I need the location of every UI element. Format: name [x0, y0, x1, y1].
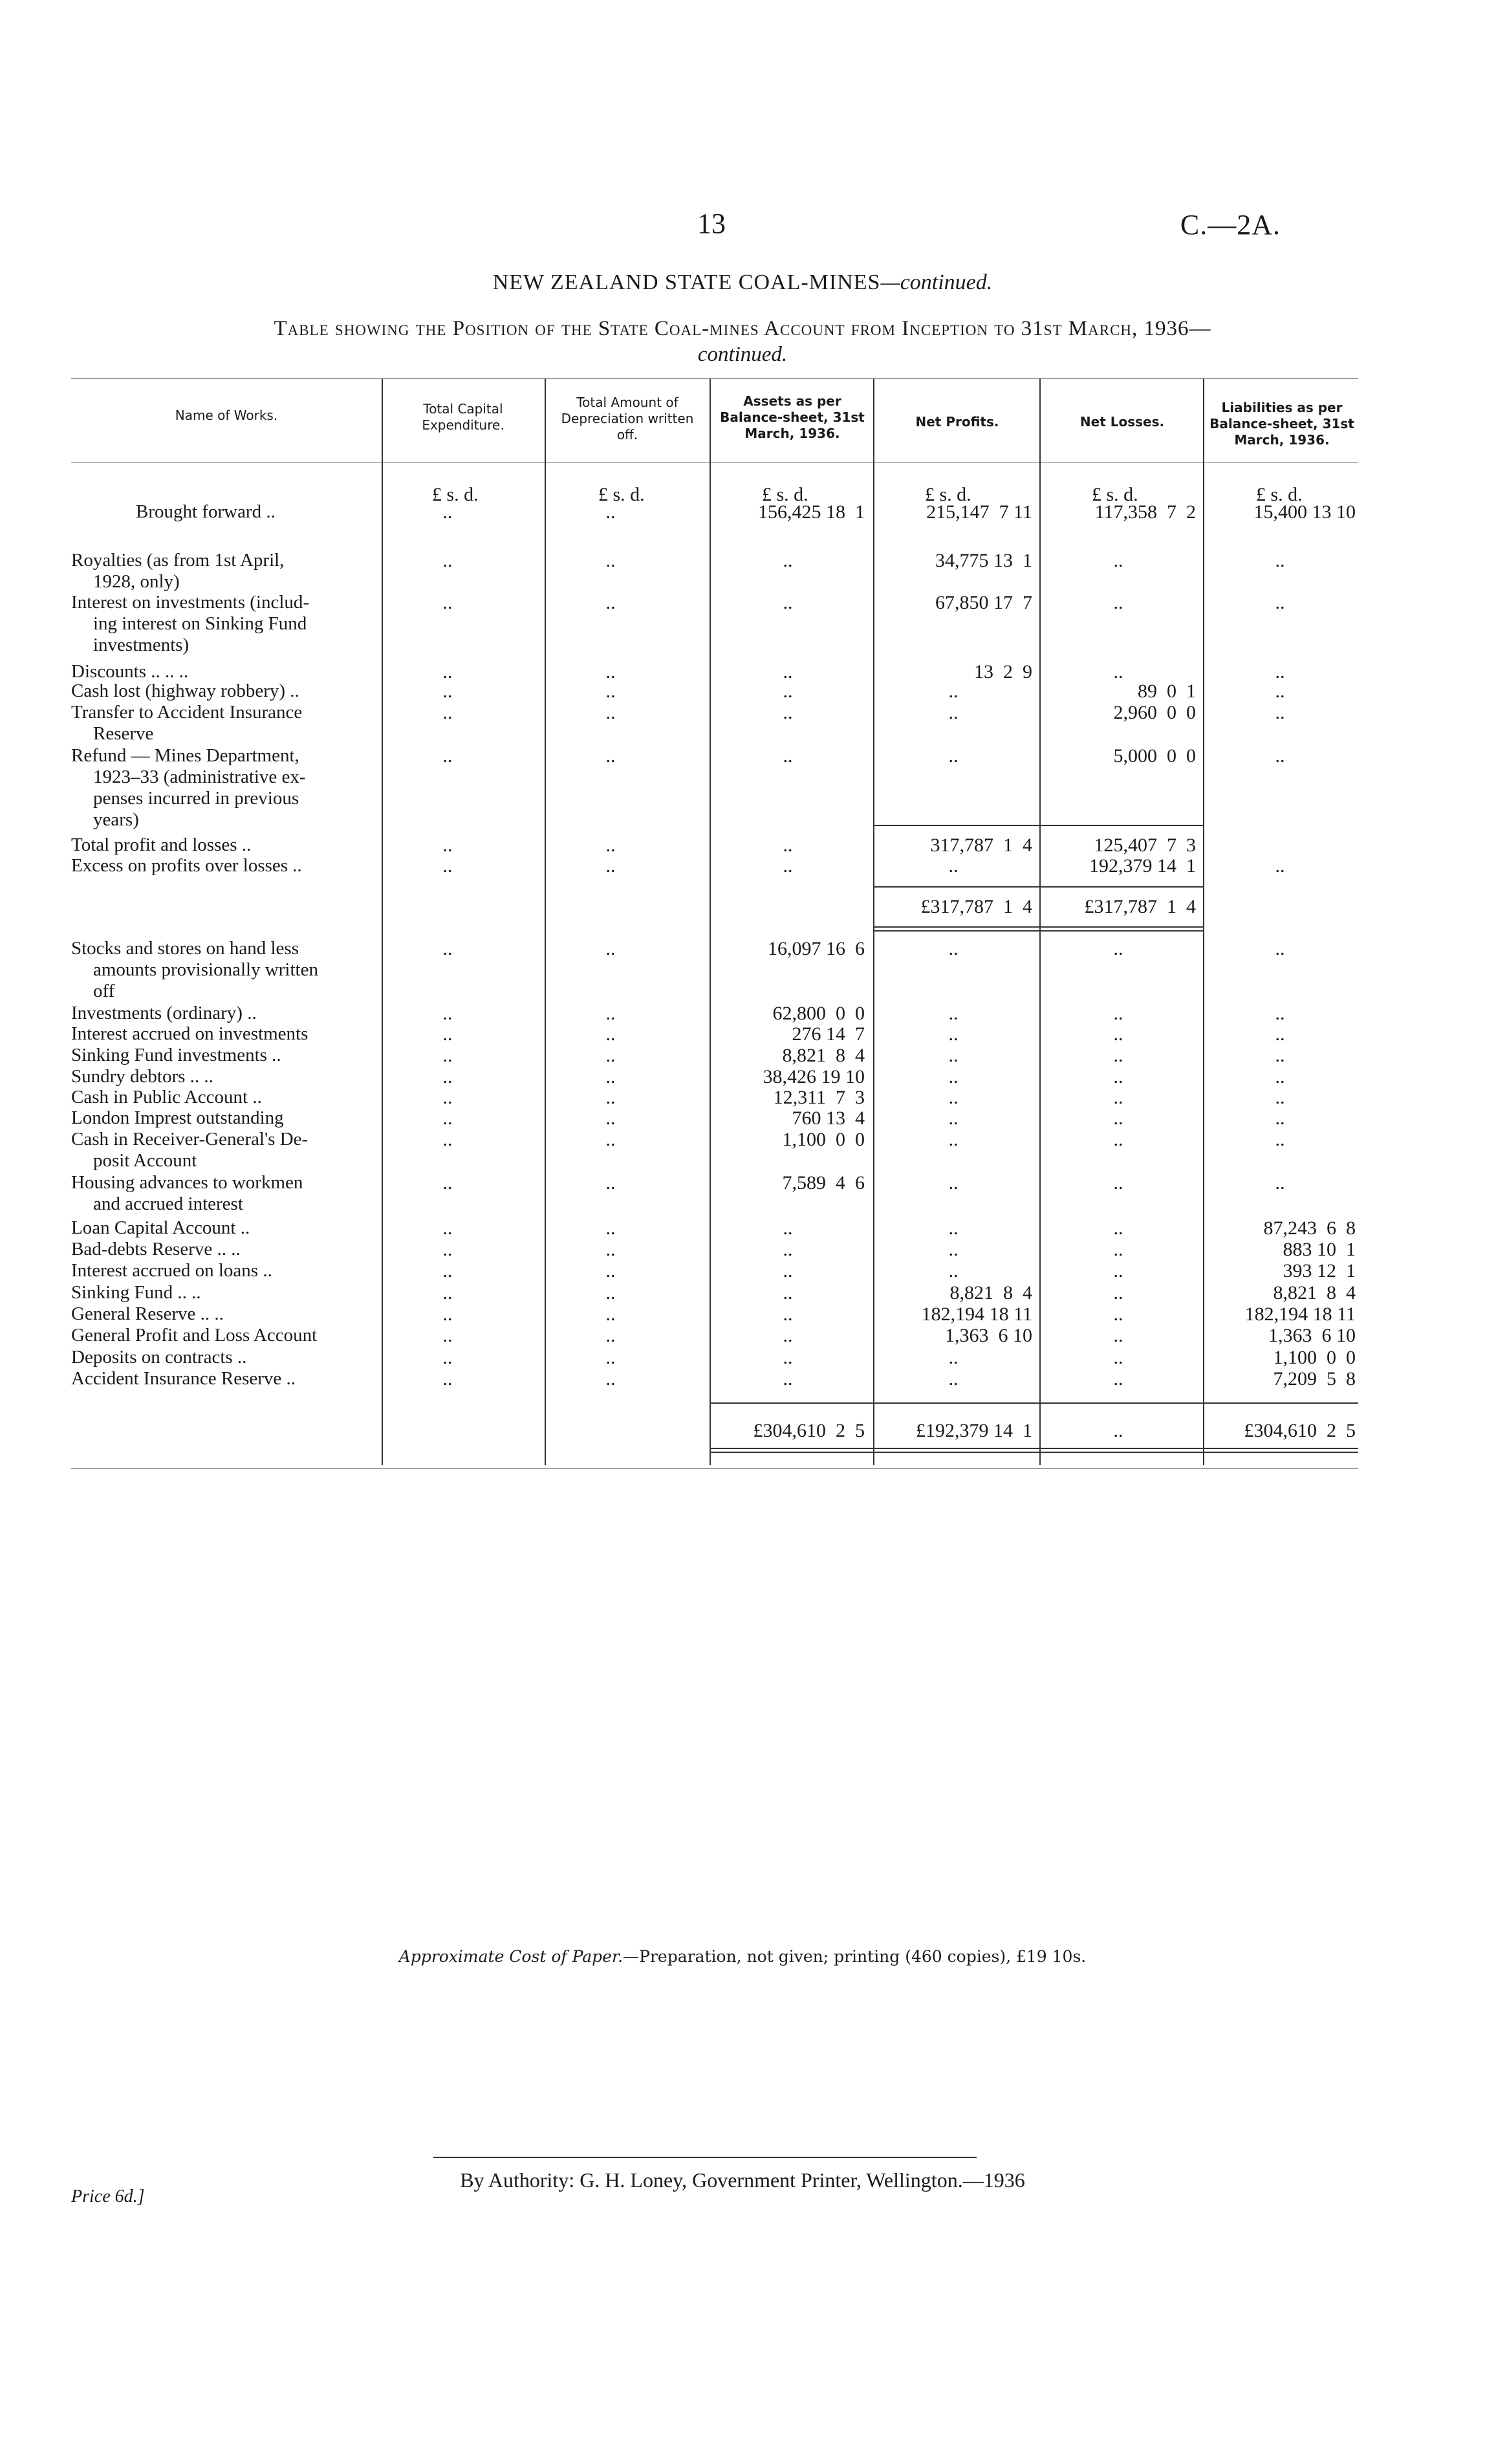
cell-losses: ..	[1113, 1260, 1123, 1281]
cell-cap: ..	[442, 1282, 453, 1303]
row-label-line: and accrued interest	[93, 1194, 243, 1214]
cell-assets: 1,100 0 0	[782, 1129, 865, 1150]
cell-liab: ..	[1275, 661, 1285, 682]
cell-liab: ..	[1275, 1172, 1285, 1194]
row-label-line: 1928, only)	[93, 571, 180, 592]
cell-losses: 5,000 0 0	[1113, 745, 1196, 767]
row-label	[71, 1239, 369, 1260]
cell-assets: ..	[783, 834, 793, 856]
row-label-line: Cash in Public Account ..	[71, 1087, 262, 1107]
row-label-line: amounts provisionally written	[93, 959, 318, 980]
row-label-line: Sundry debtors .. ..	[71, 1066, 213, 1087]
cell-cap: ..	[442, 1045, 453, 1066]
row-label-line: Investments (ordinary) ..	[71, 1003, 257, 1023]
cell-assets: ..	[783, 661, 793, 682]
cell-losses: 192,379 14 1	[1089, 855, 1196, 877]
row-label	[71, 1217, 369, 1239]
authority-rule	[433, 2157, 977, 2158]
cell-cap: ..	[442, 681, 453, 702]
cell-losses: ..	[1113, 550, 1123, 571]
row-label-line: Cash in Receiver-General's De-	[71, 1129, 309, 1150]
row-label	[71, 938, 369, 1002]
cell-cap: ..	[442, 661, 453, 682]
table-subtitle: Table showing the Position of the State Coal-mines Account from Inception to 31st March, 1936—	[274, 317, 1211, 340]
cell-dep: ..	[605, 1347, 616, 1368]
cell-cap: ..	[442, 1347, 453, 1368]
cell-profits: £192,379 14 1	[916, 1420, 1032, 1441]
cell-profits: ..	[948, 681, 959, 702]
cell-assets: ..	[783, 1347, 793, 1368]
cell-dep: ..	[605, 501, 616, 523]
row-label-line: off	[93, 981, 115, 1001]
cell-losses: 2,960 0 0	[1113, 702, 1196, 723]
cell-dep: ..	[605, 1003, 616, 1024]
unit-label-capital: £ s. d.	[432, 484, 479, 505]
balance-double-rule-1	[873, 926, 1203, 928]
cell-losses: ..	[1113, 1282, 1123, 1303]
cell-liab: ..	[1275, 938, 1285, 959]
cell-cap: ..	[442, 1066, 453, 1087]
cell-profits: 1,363 6 10	[945, 1325, 1032, 1346]
cell-profits: ..	[948, 1023, 959, 1045]
cell-profits: 8,821 8 4	[949, 1282, 1032, 1303]
row-label-line: Brought forward ..	[136, 501, 276, 522]
cell-profits: 13 2 9	[974, 661, 1032, 682]
cell-liab: ..	[1275, 592, 1285, 613]
cell-liab: 883 10 1	[1283, 1239, 1356, 1260]
cell-profits: ..	[948, 855, 959, 877]
row-label-line: years)	[93, 809, 139, 830]
cell-losses: ..	[1113, 1347, 1123, 1368]
row-label-line: posit Account	[93, 1150, 197, 1171]
cell-cap: ..	[442, 1003, 453, 1024]
cell-dep: ..	[605, 938, 616, 959]
cell-profits: 182,194 18 11	[921, 1303, 1032, 1325]
cell-dep: ..	[605, 592, 616, 613]
cell-profits: 317,787 1 4	[930, 834, 1032, 856]
cell-cap: ..	[442, 938, 453, 959]
row-label	[71, 1172, 369, 1215]
cell-profits: £317,787 1 4	[920, 896, 1032, 917]
row-label-line: Sinking Fund .. ..	[71, 1282, 201, 1303]
row-label-line: Cash lost (highway robbery) ..	[71, 681, 299, 701]
document-code: C.—2A.	[1180, 209, 1281, 241]
cell-profits: ..	[948, 745, 959, 767]
header-net-losses: Net Losses.	[1079, 414, 1165, 430]
cell-profits: 215,147 7 11	[926, 501, 1032, 523]
cell-dep: ..	[605, 550, 616, 571]
cell-assets: 276 14 7	[792, 1023, 865, 1045]
row-label-line: Interest on investments (includ-	[71, 592, 310, 613]
cell-losses: ..	[1113, 1129, 1123, 1150]
cell-liab: 393 12 1	[1283, 1260, 1356, 1281]
row-label-line: General Profit and Loss Account	[71, 1325, 318, 1346]
row-label-line: Stocks and stores on hand less	[71, 938, 299, 959]
row-label	[71, 1003, 369, 1024]
cell-profits: ..	[948, 1260, 959, 1281]
cell-cap: ..	[442, 1217, 453, 1239]
cost-label: Approximate Cost of Paper.	[398, 1947, 623, 1966]
row-label-line: Bad-debts Reserve .. ..	[71, 1239, 241, 1259]
cell-losses: ..	[1113, 1217, 1123, 1239]
cell-liab: ..	[1275, 855, 1285, 877]
cell-dep: ..	[605, 855, 616, 877]
row-label	[71, 1023, 369, 1045]
row-label	[71, 855, 369, 877]
row-label-line: Transfer to Accident Insurance	[71, 702, 303, 723]
row-label	[71, 681, 369, 702]
cell-profits: ..	[948, 1129, 959, 1150]
cell-cap: ..	[442, 1087, 453, 1108]
cell-dep: ..	[605, 702, 616, 723]
row-label	[71, 1087, 369, 1108]
unit-label-depreciation: £ s. d.	[598, 484, 645, 505]
cell-dep: ..	[605, 745, 616, 767]
unit-label-assets: £ s. d.	[762, 484, 808, 505]
cost-footnote	[0, 1947, 1485, 1966]
row-label	[71, 661, 369, 682]
cell-losses: £317,787 1 4	[1084, 896, 1196, 917]
cell-losses: ..	[1113, 1368, 1123, 1390]
page-number: 13	[697, 208, 726, 239]
row-label	[71, 1129, 369, 1172]
cell-assets: 16,097 16 6	[768, 938, 865, 959]
cell-assets: ..	[783, 702, 793, 723]
table-top-rule	[71, 378, 1358, 379]
title-text: NEW ZEALAND STATE COAL-MINES	[492, 270, 881, 294]
cell-dep: ..	[605, 681, 616, 702]
cell-cap: ..	[442, 592, 453, 613]
row-label-line: penses incurred in previous	[93, 788, 299, 809]
cell-assets: 38,426 19 10	[763, 1066, 865, 1087]
row-label-line: Loan Capital Account ..	[71, 1217, 250, 1238]
cell-liab: ..	[1275, 1107, 1285, 1129]
cell-liab: 87,243 6 8	[1263, 1217, 1356, 1239]
row-label	[71, 1282, 369, 1303]
cell-cap: ..	[442, 1303, 453, 1325]
cell-liab: ..	[1275, 681, 1285, 702]
row-label-line: Deposits on contracts ..	[71, 1347, 247, 1368]
cell-profits: 34,775 13 1	[935, 550, 1032, 571]
unit-label-liabilities: £ s. d.	[1256, 484, 1303, 505]
cell-assets: 62,800 0 0	[772, 1003, 865, 1024]
cell-liab: ..	[1275, 1087, 1285, 1108]
balance-double-rule-2	[873, 930, 1203, 932]
cell-cap: ..	[442, 1325, 453, 1346]
cell-losses: ..	[1113, 1303, 1123, 1325]
row-label-line: Interest accrued on loans ..	[71, 1260, 272, 1281]
cell-liab: 182,194 18 11	[1244, 1303, 1356, 1325]
header-assets: Assets as per Balance-sheet, 31st March, 1936.	[720, 393, 865, 441]
cell-cap: ..	[442, 501, 453, 523]
cell-liab: ..	[1275, 745, 1285, 767]
cell-profits: ..	[948, 1066, 959, 1087]
row-label-line: Total profit and losses ..	[71, 834, 252, 855]
row-label-line: 1923–33 (administrative ex-	[93, 767, 306, 787]
cell-dep: ..	[605, 1023, 616, 1045]
row-label	[71, 834, 369, 856]
cell-dep: ..	[605, 1303, 616, 1325]
row-label-line: Interest accrued on investments	[71, 1023, 309, 1044]
subtotal-rule-profits	[873, 825, 1039, 826]
cell-dep: ..	[605, 1045, 616, 1066]
cell-losses: ..	[1113, 1107, 1123, 1129]
cell-profits: ..	[948, 702, 959, 723]
cell-liab: 7,209 5 8	[1273, 1368, 1356, 1390]
cell-liab: ..	[1275, 1129, 1285, 1150]
row-label	[71, 501, 433, 523]
cell-losses: ..	[1113, 938, 1123, 959]
cell-dep: ..	[605, 1239, 616, 1260]
cell-dep: ..	[605, 1087, 616, 1108]
cell-dep: ..	[605, 834, 616, 856]
cell-profits: ..	[948, 1045, 959, 1066]
cell-losses: 125,407 7 3	[1094, 834, 1196, 856]
cell-assets: ..	[783, 1217, 793, 1239]
row-label-line: Discounts .. .. ..	[71, 661, 189, 682]
cell-losses: ..	[1113, 1066, 1123, 1087]
row-label-line: Royalties (as from 1st April,	[71, 550, 285, 571]
row-label	[71, 1303, 369, 1325]
document-title	[0, 270, 1485, 295]
cell-dep: ..	[605, 1107, 616, 1129]
cell-losses: ..	[1113, 1239, 1123, 1260]
row-label	[71, 1107, 369, 1129]
row-label	[71, 592, 369, 656]
cell-cap: ..	[442, 855, 453, 877]
row-label	[71, 1045, 369, 1066]
cell-losses: ..	[1113, 1172, 1123, 1194]
cell-losses: ..	[1113, 1325, 1123, 1346]
row-label-line: Reserve	[93, 723, 154, 744]
row-label-line: Refund — Mines Department,	[71, 745, 299, 766]
header-depreciation: Total Amount of Depreciation written off.	[561, 395, 694, 442]
cell-assets: ..	[783, 1239, 793, 1260]
cell-liab: ..	[1275, 1003, 1285, 1024]
cell-losses: ..	[1113, 592, 1123, 613]
cell-assets: ..	[783, 592, 793, 613]
price-note: Price 6d.]	[71, 2186, 145, 2207]
cell-liab: ..	[1275, 1066, 1285, 1087]
cell-dep: ..	[605, 1282, 616, 1303]
cell-cap: ..	[442, 1239, 453, 1260]
row-label	[71, 1347, 369, 1368]
cell-dep: ..	[605, 1066, 616, 1087]
cell-losses: ..	[1113, 1003, 1123, 1024]
cell-assets: ..	[783, 1368, 793, 1390]
grand-total-rule-top	[710, 1402, 1358, 1404]
row-label	[71, 745, 369, 831]
row-label-line: Sinking Fund investments ..	[71, 1045, 281, 1065]
cell-assets: ..	[783, 1282, 793, 1303]
cell-cap: ..	[442, 834, 453, 856]
cell-losses: 117,358 7 2	[1094, 501, 1196, 523]
table-bottom-rule	[71, 1468, 1358, 1469]
header-liabilities: Liabilities as per Balance-sheet, 31st March, 1936.	[1209, 400, 1354, 448]
cell-assets: ..	[783, 855, 793, 877]
row-label-line: Accident Insurance Reserve ..	[71, 1368, 296, 1389]
cell-assets: ..	[783, 681, 793, 702]
grand-total-double-rule-2	[710, 1452, 1358, 1453]
cost-text: —Preparation, not given; printing (460 copies), £19 10s.	[623, 1947, 1087, 1966]
row-label	[71, 550, 369, 593]
cell-dep: ..	[605, 1368, 616, 1390]
cell-liab: ..	[1275, 1023, 1285, 1045]
cell-assets: ..	[783, 1303, 793, 1325]
cell-profits: ..	[948, 1347, 959, 1368]
row-label-line: General Reserve .. ..	[71, 1303, 224, 1324]
cell-cap: ..	[442, 1107, 453, 1129]
printer-authority: By Authority: G. H. Loney, Government Printer, Wellington.—1936	[460, 2168, 1025, 2192]
row-label	[71, 1260, 369, 1281]
cell-profits: ..	[948, 1239, 959, 1260]
cell-profits: ..	[948, 1368, 959, 1390]
cell-liab: 1,363 6 10	[1268, 1325, 1356, 1346]
unit-label-losses: £ s. d.	[1092, 484, 1138, 505]
cell-liab: £304,610 2 5	[1244, 1420, 1356, 1441]
row-label-line: London Imprest outstanding	[71, 1107, 284, 1128]
header-total-capital: Total Capital Expenditure.	[422, 401, 504, 433]
cell-losses: ..	[1113, 1023, 1123, 1045]
table-subtitle-cont: continued.	[697, 343, 788, 366]
unit-label-profits: £ s. d.	[925, 484, 971, 505]
cell-cap: ..	[442, 745, 453, 767]
cell-cap: ..	[442, 1368, 453, 1390]
cell-dep: ..	[605, 1325, 616, 1346]
grand-total-double-rule-1	[710, 1448, 1358, 1449]
cell-losses: ..	[1113, 1087, 1123, 1108]
cell-profits: ..	[948, 1087, 959, 1108]
cell-assets: 8,821 8 4	[782, 1045, 865, 1066]
balance-rule-top	[873, 886, 1203, 888]
subtotal-rule-losses	[1039, 825, 1203, 826]
cell-cap: ..	[442, 1172, 453, 1194]
cell-assets: 156,425 18 1	[758, 501, 865, 523]
cell-liab: 1,100 0 0	[1273, 1347, 1356, 1368]
cell-assets: ..	[783, 1325, 793, 1346]
cell-assets: 760 13 4	[792, 1107, 865, 1129]
row-label	[71, 702, 369, 745]
cell-losses: 89 0 1	[1138, 681, 1196, 702]
cell-liab: ..	[1275, 702, 1285, 723]
cell-dep: ..	[605, 1217, 616, 1239]
row-label	[71, 1325, 369, 1346]
cell-profits: ..	[948, 1003, 959, 1024]
cell-liab: 15,400 13 10	[1253, 501, 1356, 523]
row-label-line: Housing advances to workmen	[71, 1172, 303, 1193]
cell-assets: ..	[783, 745, 793, 767]
header-name-of-works: Name of Works.	[175, 408, 278, 423]
cell-assets: 12,311 7 3	[773, 1087, 865, 1108]
cell-liab: 8,821 8 4	[1273, 1282, 1356, 1303]
cell-losses: ..	[1113, 1420, 1123, 1441]
cell-assets: 7,589 4 6	[782, 1172, 865, 1194]
cell-cap: ..	[442, 1129, 453, 1150]
cell-cap: ..	[442, 550, 453, 571]
cell-profits: ..	[948, 938, 959, 959]
row-label-line: Excess on profits over losses ..	[71, 855, 302, 876]
title-suffix: —continued.	[880, 270, 993, 294]
cell-profits: ..	[948, 1217, 959, 1239]
row-label	[71, 1066, 369, 1087]
row-label-line: investments)	[93, 635, 190, 655]
cell-profits: ..	[948, 1107, 959, 1129]
cell-profits: ..	[948, 1172, 959, 1194]
row-label	[71, 1368, 369, 1390]
cell-liab: ..	[1275, 550, 1285, 571]
header-net-profits: Net Profits.	[915, 414, 999, 430]
cell-losses: ..	[1113, 1045, 1123, 1066]
cell-assets: ..	[783, 1260, 793, 1281]
cell-assets: £304,610 2 5	[753, 1420, 865, 1441]
row-label-line: ing interest on Sinking Fund	[93, 613, 307, 634]
cell-dep: ..	[605, 1260, 616, 1281]
cell-assets: ..	[783, 550, 793, 571]
cell-dep: ..	[605, 1172, 616, 1194]
cell-cap: ..	[442, 1260, 453, 1281]
cell-losses: ..	[1113, 661, 1123, 682]
cell-cap: ..	[442, 1023, 453, 1045]
cell-dep: ..	[605, 661, 616, 682]
cell-liab: ..	[1275, 1045, 1285, 1066]
cell-cap: ..	[442, 702, 453, 723]
cell-profits: 67,850 17 7	[935, 592, 1032, 613]
cell-dep: ..	[605, 1129, 616, 1150]
